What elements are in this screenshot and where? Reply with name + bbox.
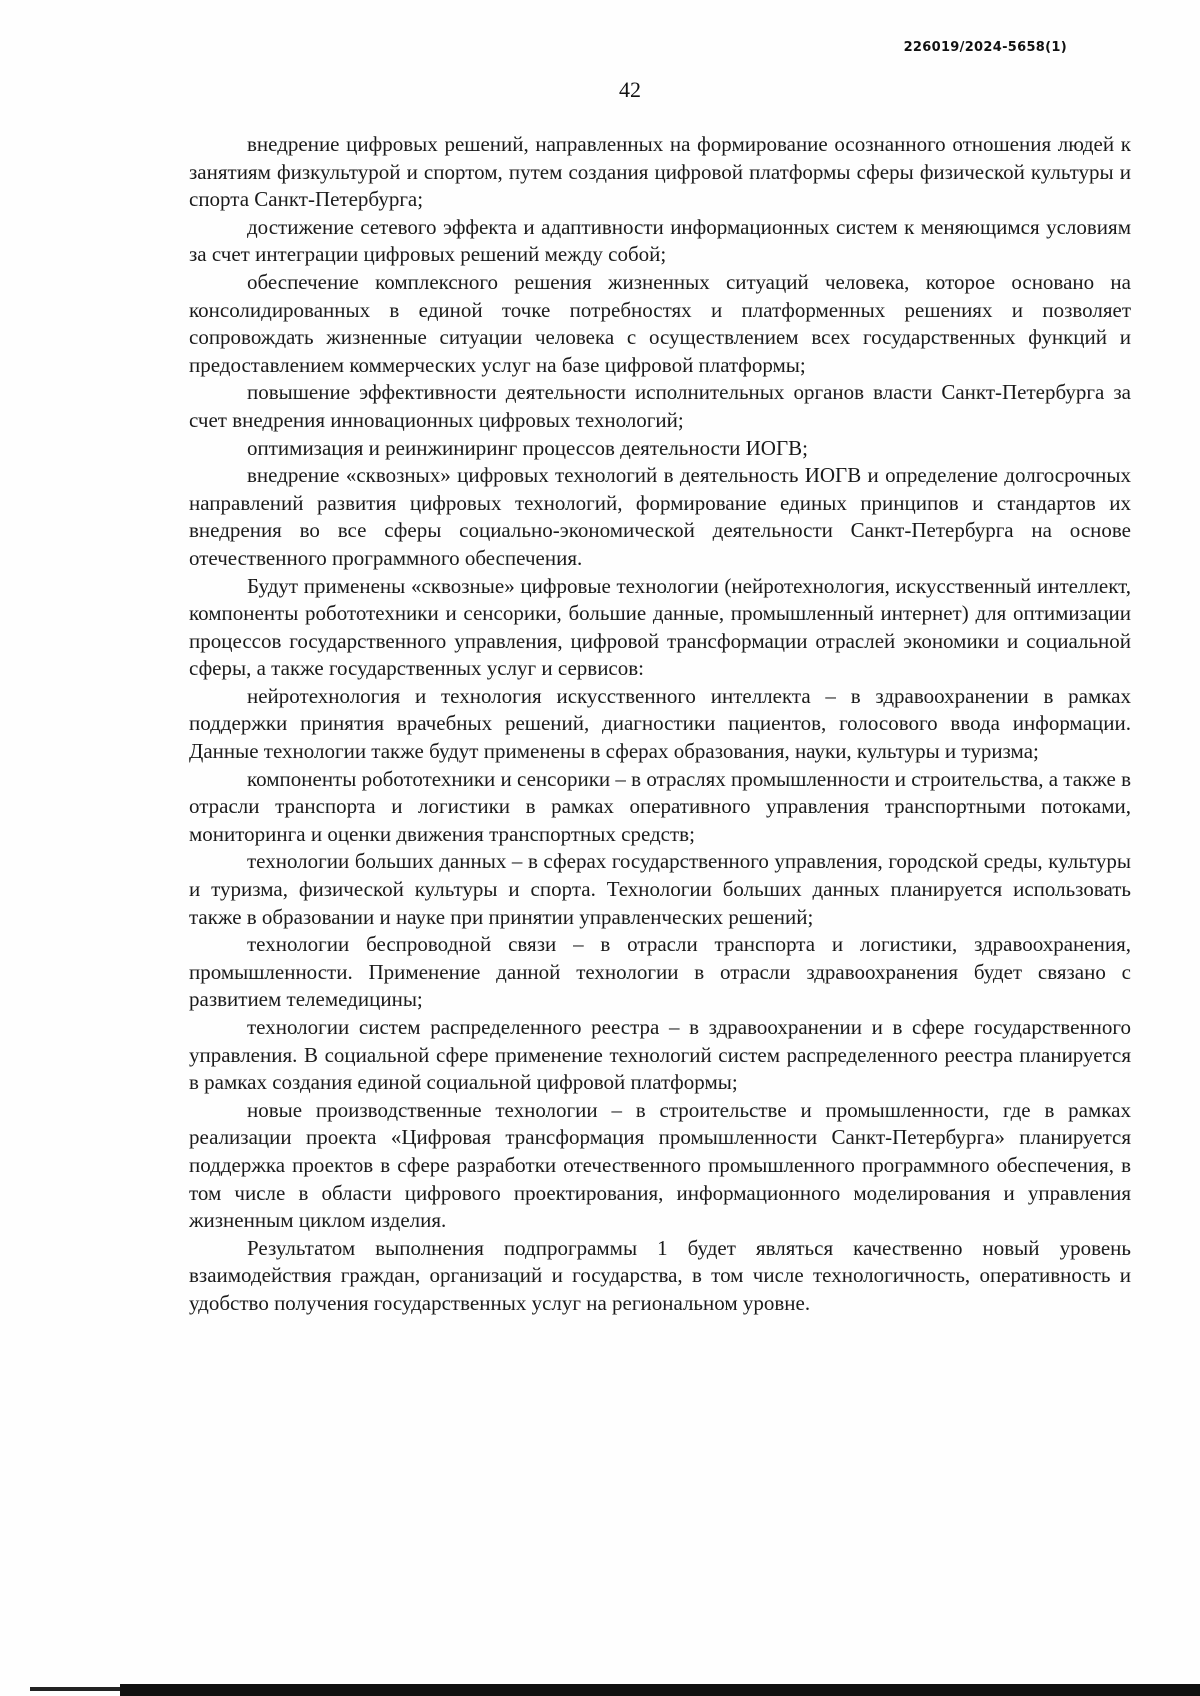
paragraph-conclusion: Результатом выполнения подпрограммы 1 будет являться качественно новый уровень взаимодействия граждан, организаций и государства, в том числе технологичность, оперативность и удобство получения государственных услуг на региональном уровне. [189, 1235, 1131, 1315]
document-registration-number: 226019/2024-5658(1) [903, 40, 1067, 55]
paragraph: технологии больших данных – в сферах государственного управления, городской среды, культуры и туризма, физической культуры и спорта. Технологии больших данных планируется использовать также в образовании и науке при принятии управленческих решений; [189, 849, 1131, 929]
paragraph: оптимизация и реинжиниринг процессов деятельности ИОГВ; [247, 435, 808, 460]
paragraph: компоненты робототехники и сенсорики – в отраслях промышленности и строительства, а также в отрасли транспорта и логистики в рамках оперативного управления транспортными потоками, мониторинга и оценки движения транспортных средств; [189, 766, 1131, 846]
paragraph: технологии беспроводной связи – в отрасли транспорта и логистики, здравоохранения, промышленности. Применение данной технологии в отрасли здравоохранения будет связано с развитием телемедицины; [189, 932, 1131, 1012]
paragraph: повышение эффективности деятельности исполнительных органов власти Санкт-Петербурга за счет внедрения инновационных цифровых технологий; [189, 380, 1131, 432]
document-body [189, 131, 1131, 1318]
scan-edge-mark [30, 1687, 125, 1691]
scan-bottom-edge [120, 1684, 1200, 1696]
paragraph: новые производственные технологии – в строительстве и промышленности, где в рамках реализации проекта «Цифровая трансформация промышленности Санкт-Петербурга» планируется поддержка проектов в сфере разработки отечественного промышленного программного обеспечения, в том числе в области цифрового проектирования, информационного моделирования и управления жизненным циклом изделия. [189, 1097, 1131, 1233]
paragraph: внедрение цифровых решений, направленных на формирование осознанного отношения людей к занятиям физкультурой и спортом, путем создания цифровой платформы сферы физической культуры и спорта Санкт-Петербурга; [189, 132, 1131, 212]
paragraph: внедрение «сквозных» цифровых технологий в деятельность ИОГВ и определение долгосрочных направлений развития цифровых технологий, формирование единых принципов и стандартов их внедрения во все сферы социально-экономической деятельности Санкт-Петербурга на основе отечественного программного обеспечения. [189, 463, 1131, 570]
paragraph: нейротехнология и технология искусственного интеллекта – в здравоохранении в рамках поддержки принятия врачебных решений, диагностики пациентов, голосового ввода информации. Данные технологии также будут применены в сферах образования, науки, культуры и туризма; [189, 683, 1131, 764]
page-number: 42 [619, 77, 641, 102]
paragraph: Будут применены «сквозные» цифровые технологии (нейротехнология, искусственный интеллект, компоненты робототехники и сенсорики, большие данные, промышленный интернет) для оптимизации процессов государственного управления, цифровой трансформации отраслей экономики и социальной сферы, а также государственных услуг и сервисов: [189, 573, 1131, 681]
paragraph: достижение сетевого эффекта и адаптивности информационных систем к меняющимся условиям за счет интеграции цифровых решений между собой; [189, 214, 1131, 267]
paragraph: технологии систем распределенного реестра – в здравоохранении и в сфере государственного управления. В социальной сфере применение технологий систем распределенного реестра планируется в рамках создания единой социальной цифровой платформы; [189, 1015, 1131, 1095]
paragraph: обеспечение комплексного решения жизненных ситуаций человека, которое основано на консолидированных в единой точке потребностях и платформенных решениях и позволяет сопровождать жизненные ситуации человека с осуществлением всех государственных функций и предоставлением коммерческих услуг на базе цифровой платформы; [189, 269, 1131, 377]
